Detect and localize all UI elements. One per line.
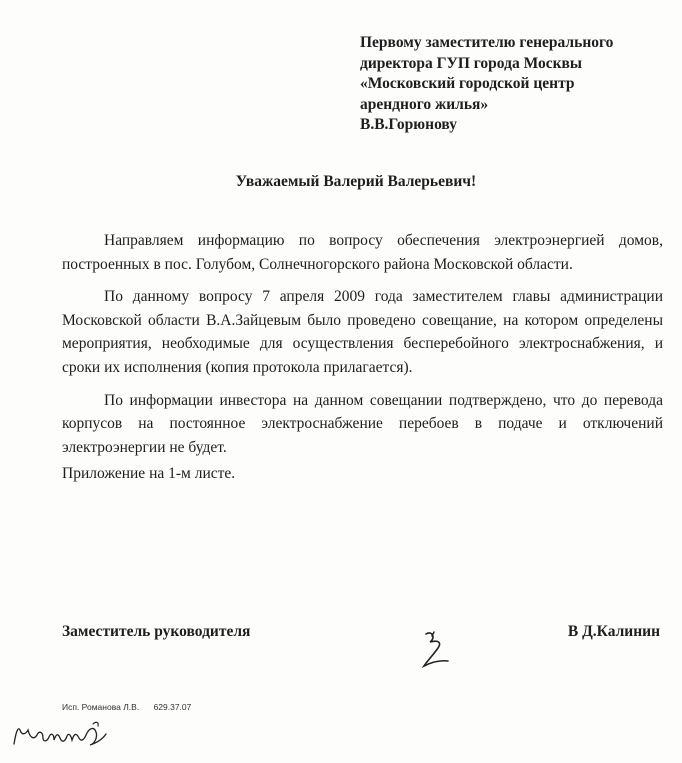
executor-label: Исп. Романова Л.В. — [62, 702, 140, 712]
addressee-line: «Московский городской центр — [360, 75, 575, 92]
addressee-line: директора ГУП города Москвы — [360, 54, 583, 72]
addressee-block — [360, 33, 670, 136]
addressee-line: Первому заместителю генерального — [360, 34, 614, 51]
handwritten-signature — [418, 628, 454, 670]
body-paragraph: По информации инвестора на данном совещании подтверждено, что до перевода корпусов на постоянное электроснабжение перебоев в подаче и отключений электроэнергии не будет. — [62, 391, 663, 456]
letter-body — [62, 229, 663, 495]
executor-info — [62, 702, 191, 712]
executor-phone: 629.37.07 — [153, 702, 192, 712]
addressee-line: арендного жилья» — [360, 95, 489, 113]
salutation: Уважаемый Валерий Валерьевич! — [235, 173, 477, 190]
addressee-name: В.В.Горюнову — [360, 116, 458, 133]
signer-name: В Д.Калинин — [567, 623, 660, 640]
signer-role: Заместитель руководителя — [62, 623, 251, 640]
body-paragraph: По данному вопросу 7 апреля 2009 года заместителем главы администрации Московской области В.А.Зайцевым было проведено совещание, на котором определены мероприятия, необходимые для осуществления бесперебойного электроснабжения, и сроки их исполнения (копия протокола прилагается). — [62, 288, 663, 376]
body-paragraph: Направляем информацию по вопросу обеспечения электроэнергией домов, построенных в пос. Голубом, Солнечногорского района Московской области. — [62, 232, 663, 273]
handwritten-note — [10, 718, 120, 754]
attachment-note: Приложение на 1-м листе. — [62, 465, 236, 483]
